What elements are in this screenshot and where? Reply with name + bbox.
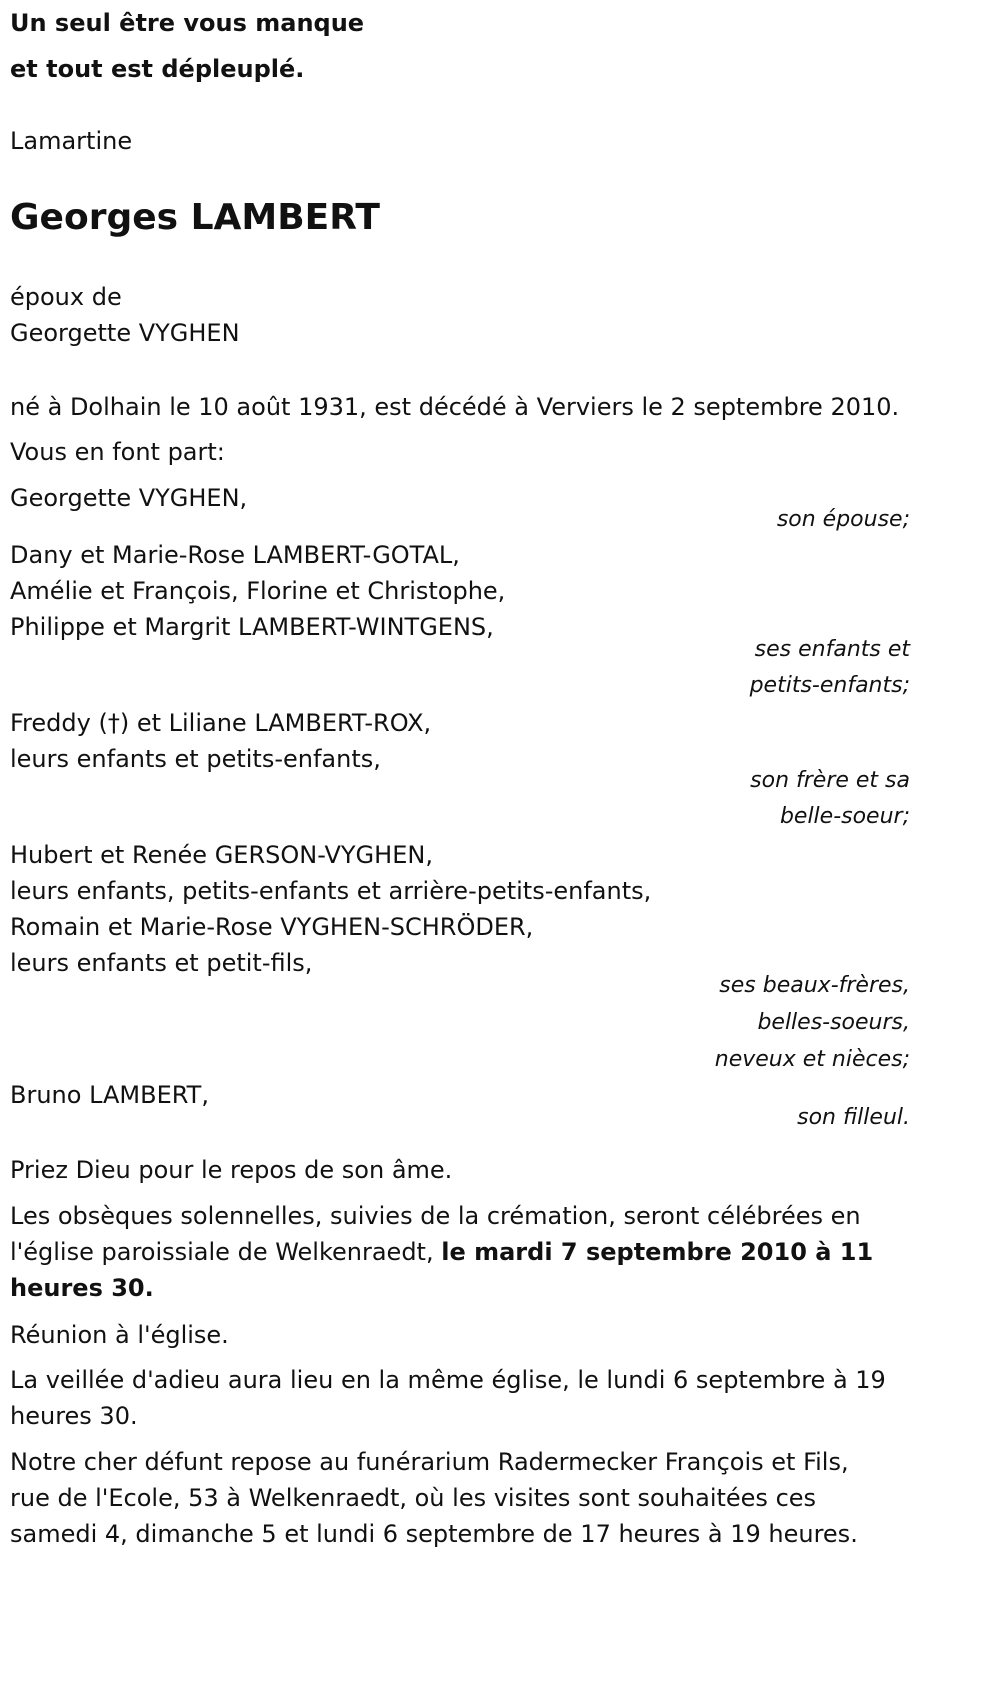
prayer-text: Priez Dieu pour le repos de son âme. bbox=[10, 1156, 453, 1184]
quote-line-1: Un seul être vous manque bbox=[10, 9, 365, 37]
family-line: Hubert et Renée GERSON-VYGHEN, bbox=[10, 841, 433, 869]
family-relation: ses beaux-frères, bbox=[719, 973, 910, 998]
vigil-text: heures 30. bbox=[10, 1402, 138, 1430]
deceased-name: Georges LAMBERT bbox=[10, 197, 380, 238]
family-relation: neveux et nièces; bbox=[714, 1047, 910, 1072]
spouse-intro: époux de bbox=[10, 283, 122, 311]
family-relation: belle-soeur; bbox=[779, 804, 910, 829]
family-line: Amélie et François, Florine et Christophe, bbox=[10, 577, 506, 605]
family-line: leurs enfants, petits-enfants et arrière-petits-enfants, bbox=[10, 877, 652, 905]
funeral-text bbox=[10, 1237, 873, 1267]
family-line: Dany et Marie-Rose LAMBERT-GOTAL, bbox=[10, 541, 460, 569]
birth-death: né à Dolhain le 10 août 1931, est décédé à Verviers le 2 septembre 2010. bbox=[10, 393, 900, 421]
rest-text: rue de l'Ecole, 53 à Welkenraedt, où les visites sont souhaitées ces bbox=[10, 1484, 817, 1512]
family-line: Bruno LAMBERT, bbox=[10, 1081, 209, 1109]
family-relation: son épouse; bbox=[776, 507, 910, 532]
family-line: Philippe et Margrit LAMBERT-WINTGENS, bbox=[10, 613, 494, 641]
family-relation: son frère et sa bbox=[750, 768, 910, 793]
funeral-datetime: le mardi 7 septembre 2010 à 11 bbox=[441, 1238, 874, 1266]
family-relation: belles-soeurs, bbox=[757, 1010, 910, 1035]
spouse-name: Georgette VYGHEN bbox=[10, 319, 240, 347]
rest-text: samedi 4, dimanche 5 et lundi 6 septembre de 17 heures à 19 heures. bbox=[10, 1520, 858, 1548]
quote-line-2: et tout est dépleuplé. bbox=[10, 55, 305, 83]
announcement-intro: Vous en font part: bbox=[10, 438, 225, 466]
family-relation: ses enfants et bbox=[754, 637, 910, 662]
quote-author: Lamartine bbox=[10, 127, 133, 155]
funeral-location: l'église paroissiale de Welkenraedt, bbox=[10, 1238, 442, 1266]
family-line: Romain et Marie-Rose VYGHEN-SCHRÖDER, bbox=[10, 913, 534, 941]
funeral-text: Les obsèques solennelles, suivies de la crémation, seront célébrées en bbox=[10, 1202, 861, 1230]
family-relation: son filleul. bbox=[797, 1105, 910, 1130]
family-line: Freddy (†) et Liliane LAMBERT-ROX, bbox=[10, 709, 432, 737]
funeral-time: heures 30. bbox=[10, 1274, 154, 1302]
family-line: Georgette VYGHEN, bbox=[10, 484, 248, 512]
vigil-text: La veillée d'adieu aura lieu en la même église, le lundi 6 septembre à 19 bbox=[10, 1366, 886, 1394]
family-relation: petits-enfants; bbox=[749, 673, 910, 698]
family-line: leurs enfants et petits-enfants, bbox=[10, 745, 381, 773]
rest-text: Notre cher défunt repose au funérarium Radermecker François et Fils, bbox=[10, 1448, 849, 1476]
family-line: leurs enfants et petit-fils, bbox=[10, 949, 313, 977]
meeting-text: Réunion à l'église. bbox=[10, 1321, 229, 1349]
